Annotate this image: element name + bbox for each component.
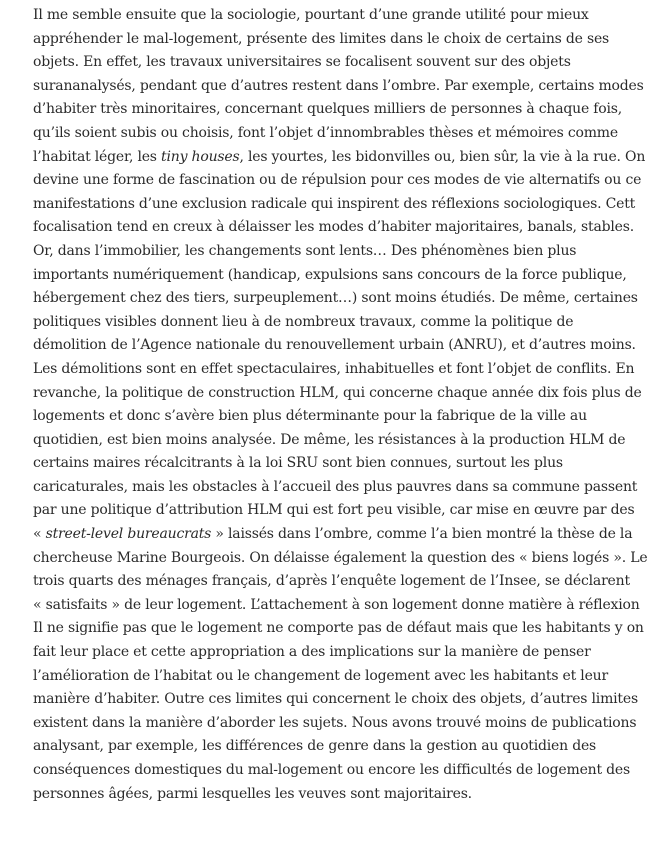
text-line [33,287,653,311]
text-line [33,712,653,736]
text-segment: politiques visibles donnent lieu à de nombreux travaux, comme la politique de [33,313,574,330]
text-segment: d’habiter très minoritaires, concernant quelques milliers de personnes à chaque fois, [33,101,623,118]
text-line [33,382,653,406]
text-segment: par une politique d’attribution HLM qui est fort peu visible, car mise en œuvre par des [33,502,635,519]
text-line [33,28,653,52]
text-line [33,216,653,240]
text-segment: quotidien, est bien moins analysée. De même, les résistances à la production HLM de [33,431,626,448]
text-segment: » laissés dans l’ombre, comme l’a bien montré la thèse de la [211,526,633,543]
text-line [33,783,653,807]
text-line [33,570,653,594]
text-line [33,476,653,500]
text-segment: logements et donc s’avère bien plus déterminante pour la fabrique de la ville au [33,408,587,425]
text-segment: personnes âgées, parmi lesquelles les veuves sont majoritaires. [33,785,472,802]
text-line [33,523,653,547]
text-line [33,264,653,288]
text-segment: chercheuse Marine Bourgeois. On délaisse également la question des « biens logés ». Le [33,549,648,566]
text-segment: manifestations d’une exclusion radicale qui inspirent des réflexions sociologiques. Cett [33,195,636,212]
text-segment: fait leur place et cette appropriation a des implications sur la manière de penser [33,644,591,661]
text-segment: revanche, la politique de construction HLM, qui concerne chaque année dix fois plus de [33,384,642,401]
text-segment: « [33,526,46,543]
text-segment: l’amélioration de l’habitat ou le changement de logement avec les habitants et leur [33,667,608,684]
text-line [33,4,653,28]
text-segment: caricaturales, mais les obstacles à l’accueil des plus pauvres dans sa commune passent [33,478,638,495]
text-segment: l’habitat léger, les [33,148,162,165]
italic-term: street-level bureaucrats [45,526,212,543]
text-segment: manière d’habiter. Outre ces limites qui concernent le choix des objets, d’autres limites [33,691,638,708]
text-line [33,75,653,99]
text-segment: Or, dans l’immobilier, les changements sont lents… Des phénomènes bien plus [33,242,577,259]
text-line [33,98,653,122]
text-line [33,641,653,665]
text-segment: conséquences domestiques du mal-logement ou encore les difficultés de logement des [33,762,630,778]
text-segment: existent dans la manière d’aborder les sujets. Nous avons trouvé moins de publications [33,714,637,731]
text-line [33,617,653,641]
text-line [33,51,653,75]
text-line [33,452,653,476]
text-line [33,759,653,783]
text-segment: « satisfaits » de leur logement. L’attachement à son logement donne matière à réflexion [33,596,640,613]
text-segment: trois quarts des ménages français, d’après l’enquête logement de l’Insee, se déclarent [33,573,630,590]
text-line [33,193,653,217]
text-segment: hébergement chez des tiers, surpeuplement…) sont moins étudiés. De même, certaines [33,290,638,307]
text-line [33,429,653,453]
text-line [33,405,653,429]
text-line [33,358,653,382]
text-segment: appréhender le mal-logement, présente des limites dans le choix de certains de ses [33,30,610,47]
text-segment: Les démolitions sont en effet spectaculaires, inhabituelles et font l’objet de conflits. En [33,360,635,377]
text-line [33,122,653,146]
italic-term: tiny houses [161,148,240,165]
text-line [33,594,653,618]
text-line [33,665,653,689]
text-segment: Il me semble ensuite que la sociologie, pourtant d’une grande utilité pour mieux [33,7,589,23]
text-segment: certains maires récalcitrants à la loi SRU sont bien connues, surtout les plus [33,455,563,472]
text-line [33,240,653,264]
body-paragraph [33,4,653,806]
text-segment: démolition de l’Agence nationale du renouvellement urbain (ANRU), et d’autres moins. [33,337,636,354]
text-segment: Il ne signifie pas que le logement ne comporte pas de défaut mais que les habitants y on [33,620,644,637]
text-line [33,146,653,170]
text-segment: importants numériquement (handicap, expulsions sans concours de la force publique, [33,266,627,283]
text-segment: , les yourtes, les bidonvilles ou, bien sûr, la vie à la rue. On [239,148,646,165]
text-segment: surananalysés, pendant que d’autres restent dans l’ombre. Par exemple, certains modes [33,77,644,94]
text-line [33,547,653,571]
text-line [33,334,653,358]
text-segment: devine une forme de fascination ou de répulsion pour ces modes de vie alternatifs ou ce [33,172,642,189]
text-line [33,169,653,193]
text-segment: analysant, par exemple, les différences de genre dans la gestion au quotidien des [33,738,597,755]
text-line [33,688,653,712]
text-segment: qu’ils soient subis ou choisis, font l’objet d’innombrables thèses et mémoires comme [33,124,618,141]
text-line [33,499,653,523]
text-line [33,735,653,759]
text-segment: focalisation tend en creux à délaisser les modes d’habiter majoritaires, banals, stables. [33,219,634,236]
text-segment: objets. En effet, les travaux universitaires se focalisent souvent sur des objets [33,54,571,71]
text-line [33,311,653,335]
